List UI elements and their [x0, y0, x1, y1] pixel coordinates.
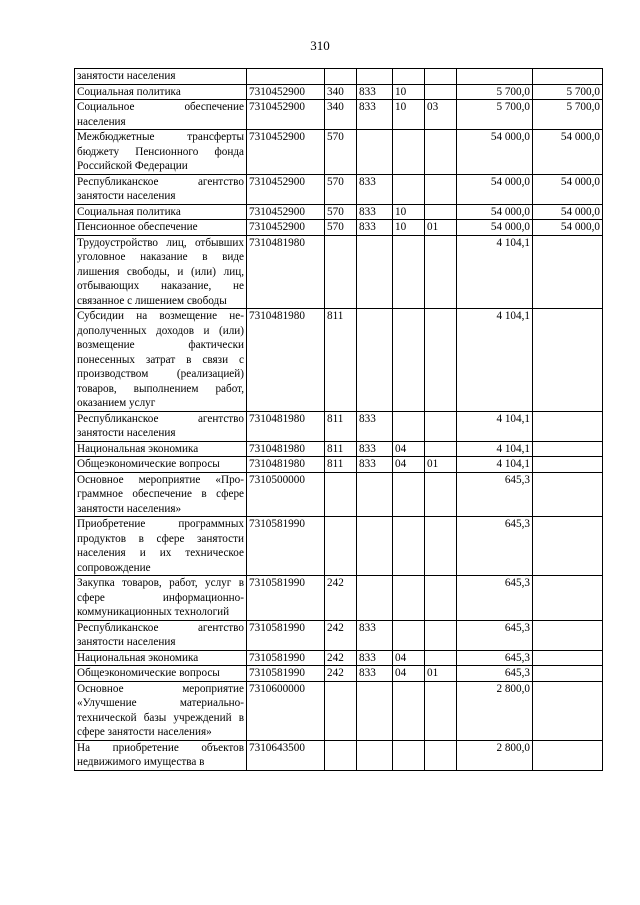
row-section-cell: 04: [393, 666, 425, 682]
row-expense-type-cell: 242: [325, 620, 357, 650]
row-subsection-cell: [425, 740, 457, 770]
page-number: 310: [310, 38, 330, 53]
row-target-code-cell: [247, 69, 325, 85]
row-target-code-cell: 7310481980: [247, 235, 325, 309]
row-section-cell: [393, 517, 425, 576]
row-department-code-cell: [357, 309, 393, 412]
row-section-cell: 04: [393, 457, 425, 473]
row-expense-type-cell: 570: [325, 130, 357, 175]
row-expense-type-cell: [325, 472, 357, 517]
row-amount-1-cell: 54 000,0: [457, 174, 533, 204]
row-amount-2-cell: [533, 666, 603, 682]
row-target-code-cell: 7310581990: [247, 650, 325, 666]
row-target-code-cell: 7310600000: [247, 681, 325, 740]
table-row: [75, 620, 603, 650]
row-department-code-cell: 833: [357, 204, 393, 220]
row-section-cell: 04: [393, 441, 425, 457]
row-amount-2-cell: [533, 69, 603, 85]
row-amount-2-cell: [533, 411, 603, 441]
row-department-code-cell: [357, 740, 393, 770]
table-row: [75, 441, 603, 457]
row-subsection-cell: [425, 620, 457, 650]
row-expense-type-cell: 570: [325, 174, 357, 204]
row-department-code-cell: 833: [357, 411, 393, 441]
row-expense-type-cell: [325, 517, 357, 576]
row-department-code-cell: 833: [357, 666, 393, 682]
row-subsection-cell: 01: [425, 220, 457, 236]
row-amount-1-cell: 4 104,1: [457, 441, 533, 457]
row-section-cell: 10: [393, 84, 425, 100]
row-amount-1-cell: 2 800,0: [457, 740, 533, 770]
row-section-cell: [393, 681, 425, 740]
row-name-cell: Общеэкономические вопросы: [75, 457, 247, 473]
row-subsection-cell: 01: [425, 666, 457, 682]
row-name-cell: Межбюджетные трансферты бюджету Пенсионного фонда Российской Федерации: [75, 130, 247, 175]
row-expense-type-cell: 340: [325, 100, 357, 130]
row-amount-1-cell: 645,3: [457, 576, 533, 621]
row-section-cell: [393, 69, 425, 85]
table-row: [75, 457, 603, 473]
row-amount-1-cell: 54 000,0: [457, 204, 533, 220]
row-name-cell: Республиканское агентство занятости населения: [75, 174, 247, 204]
table-row: [75, 84, 603, 100]
table-row: [75, 69, 603, 85]
row-amount-1-cell: 5 700,0: [457, 84, 533, 100]
row-target-code-cell: 7310452900: [247, 130, 325, 175]
row-amount-1-cell: 4 104,1: [457, 457, 533, 473]
row-target-code-cell: 7310481980: [247, 411, 325, 441]
row-section-cell: 10: [393, 204, 425, 220]
row-amount-1-cell: 54 000,0: [457, 220, 533, 236]
row-expense-type-cell: 811: [325, 411, 357, 441]
table-row: [75, 681, 603, 740]
table-row: [75, 472, 603, 517]
row-name-cell: Социальная политика: [75, 84, 247, 100]
row-name-cell: Социальная политика: [75, 204, 247, 220]
row-name-cell: Социальное обеспечение населения: [75, 100, 247, 130]
row-subsection-cell: [425, 411, 457, 441]
row-section-cell: [393, 130, 425, 175]
row-department-code-cell: [357, 130, 393, 175]
row-target-code-cell: 7310581990: [247, 620, 325, 650]
row-target-code-cell: 7310581990: [247, 517, 325, 576]
row-target-code-cell: 7310452900: [247, 84, 325, 100]
row-expense-type-cell: 340: [325, 84, 357, 100]
table-row: [75, 517, 603, 576]
row-expense-type-cell: 811: [325, 457, 357, 473]
row-subsection-cell: 01: [425, 457, 457, 473]
row-expense-type-cell: 570: [325, 220, 357, 236]
row-amount-1-cell: 645,3: [457, 650, 533, 666]
row-target-code-cell: 7310481980: [247, 457, 325, 473]
row-section-cell: [393, 235, 425, 309]
row-name-cell: Национальная экономика: [75, 650, 247, 666]
row-department-code-cell: 833: [357, 650, 393, 666]
row-subsection-cell: [425, 130, 457, 175]
row-expense-type-cell: [325, 69, 357, 85]
row-amount-2-cell: 54 000,0: [533, 220, 603, 236]
row-amount-2-cell: 54 000,0: [533, 130, 603, 175]
row-amount-1-cell: 4 104,1: [457, 411, 533, 441]
table-row: [75, 576, 603, 621]
table-row: [75, 411, 603, 441]
row-name-cell: Субсидии на возмещение недополученных доходов и (или) возмещение фактически понесенных затрат в связи с производством (реализацией) товаров, выполнением работ, оказанием услуг: [75, 309, 247, 412]
row-department-code-cell: 833: [357, 620, 393, 650]
row-amount-2-cell: 5 700,0: [533, 100, 603, 130]
row-target-code-cell: 7310500000: [247, 472, 325, 517]
row-department-code-cell: 833: [357, 441, 393, 457]
row-expense-type-cell: 811: [325, 441, 357, 457]
row-department-code-cell: 833: [357, 220, 393, 236]
row-amount-2-cell: [533, 441, 603, 457]
row-department-code-cell: [357, 681, 393, 740]
row-expense-type-cell: [325, 681, 357, 740]
table-row: [75, 309, 603, 412]
table-row: [75, 220, 603, 236]
row-target-code-cell: 7310481980: [247, 309, 325, 412]
row-department-code-cell: 833: [357, 174, 393, 204]
row-section-cell: 04: [393, 650, 425, 666]
row-amount-2-cell: 5 700,0: [533, 84, 603, 100]
row-amount-1-cell: 54 000,0: [457, 130, 533, 175]
row-amount-1-cell: 645,3: [457, 517, 533, 576]
row-amount-2-cell: [533, 457, 603, 473]
row-amount-2-cell: [533, 472, 603, 517]
row-section-cell: [393, 309, 425, 412]
row-amount-1-cell: 2 800,0: [457, 681, 533, 740]
row-amount-2-cell: 54 000,0: [533, 174, 603, 204]
table-row: [75, 740, 603, 770]
row-name-cell: занятости населения: [75, 69, 247, 85]
row-subsection-cell: [425, 517, 457, 576]
row-section-cell: 10: [393, 220, 425, 236]
table-row: [75, 174, 603, 204]
row-subsection-cell: [425, 84, 457, 100]
row-subsection-cell: [425, 174, 457, 204]
row-name-cell: Основное мероприятие «Программное обеспечение в сфере занятости населения»: [75, 472, 247, 517]
row-amount-1-cell: 4 104,1: [457, 309, 533, 412]
row-section-cell: [393, 174, 425, 204]
row-section-cell: 10: [393, 100, 425, 130]
row-target-code-cell: 7310452900: [247, 174, 325, 204]
row-department-code-cell: 833: [357, 100, 393, 130]
row-department-code-cell: [357, 235, 393, 309]
row-amount-2-cell: [533, 620, 603, 650]
row-amount-1-cell: 645,3: [457, 666, 533, 682]
row-subsection-cell: [425, 69, 457, 85]
row-section-cell: [393, 620, 425, 650]
row-expense-type-cell: 811: [325, 309, 357, 412]
row-target-code-cell: 7310452900: [247, 204, 325, 220]
row-subsection-cell: [425, 472, 457, 517]
row-target-code-cell: 7310452900: [247, 100, 325, 130]
row-amount-2-cell: [533, 309, 603, 412]
row-expense-type-cell: 242: [325, 576, 357, 621]
row-name-cell: Закупка товаров, работ, услуг в сфере информационно-коммуникационных технологий: [75, 576, 247, 621]
row-name-cell: Пенсионное обеспечение: [75, 220, 247, 236]
row-target-code-cell: 7310452900: [247, 220, 325, 236]
row-section-cell: [393, 472, 425, 517]
table-row: [75, 204, 603, 220]
row-amount-1-cell: [457, 69, 533, 85]
row-section-cell: [393, 740, 425, 770]
row-name-cell: На приобретение объектов недвижимого имущества в: [75, 740, 247, 770]
row-amount-2-cell: [533, 650, 603, 666]
row-subsection-cell: [425, 309, 457, 412]
row-subsection-cell: [425, 204, 457, 220]
row-department-code-cell: [357, 517, 393, 576]
row-target-code-cell: 7310581990: [247, 666, 325, 682]
row-subsection-cell: [425, 650, 457, 666]
row-expense-type-cell: 242: [325, 666, 357, 682]
row-amount-2-cell: [533, 235, 603, 309]
row-name-cell: Трудоустройство лиц, отбывших уголовное наказание в виде лишения свободы, и (или) лиц, отбывающих наказание, не связанное с лишением свободы: [75, 235, 247, 309]
row-amount-2-cell: [533, 740, 603, 770]
row-amount-1-cell: 5 700,0: [457, 100, 533, 130]
row-subsection-cell: 03: [425, 100, 457, 130]
row-expense-type-cell: [325, 235, 357, 309]
row-name-cell: Республиканское агентство занятости населения: [75, 620, 247, 650]
table-row: [75, 100, 603, 130]
row-subsection-cell: [425, 441, 457, 457]
row-target-code-cell: 7310643500: [247, 740, 325, 770]
row-amount-1-cell: 4 104,1: [457, 235, 533, 309]
row-amount-2-cell: [533, 576, 603, 621]
row-department-code-cell: [357, 69, 393, 85]
row-amount-1-cell: 645,3: [457, 472, 533, 517]
row-target-code-cell: 7310481980: [247, 441, 325, 457]
table-row: [75, 650, 603, 666]
row-expense-type-cell: 242: [325, 650, 357, 666]
row-amount-2-cell: [533, 517, 603, 576]
row-department-code-cell: [357, 576, 393, 621]
table-row: [75, 235, 603, 309]
row-name-cell: Общеэкономические вопросы: [75, 666, 247, 682]
row-target-code-cell: 7310581990: [247, 576, 325, 621]
budget-table: [74, 68, 603, 771]
row-department-code-cell: 833: [357, 457, 393, 473]
row-department-code-cell: [357, 472, 393, 517]
row-section-cell: [393, 576, 425, 621]
row-subsection-cell: [425, 576, 457, 621]
row-amount-2-cell: 54 000,0: [533, 204, 603, 220]
row-subsection-cell: [425, 235, 457, 309]
row-name-cell: Национальная экономика: [75, 441, 247, 457]
row-name-cell: Приобретение программных продуктов в сфере занятости населения и их техническое сопровождение: [75, 517, 247, 576]
table-row: [75, 130, 603, 175]
row-expense-type-cell: [325, 740, 357, 770]
row-section-cell: [393, 411, 425, 441]
table-body: [75, 69, 603, 771]
row-subsection-cell: [425, 681, 457, 740]
row-department-code-cell: 833: [357, 84, 393, 100]
row-amount-2-cell: [533, 681, 603, 740]
row-expense-type-cell: 570: [325, 204, 357, 220]
row-name-cell: Республиканское агентство занятости населения: [75, 411, 247, 441]
row-name-cell: Основное мероприятие «Улучшение материально-технической базы учреждений в сфере занятости населения»: [75, 681, 247, 740]
row-amount-1-cell: 645,3: [457, 620, 533, 650]
table-row: [75, 666, 603, 682]
